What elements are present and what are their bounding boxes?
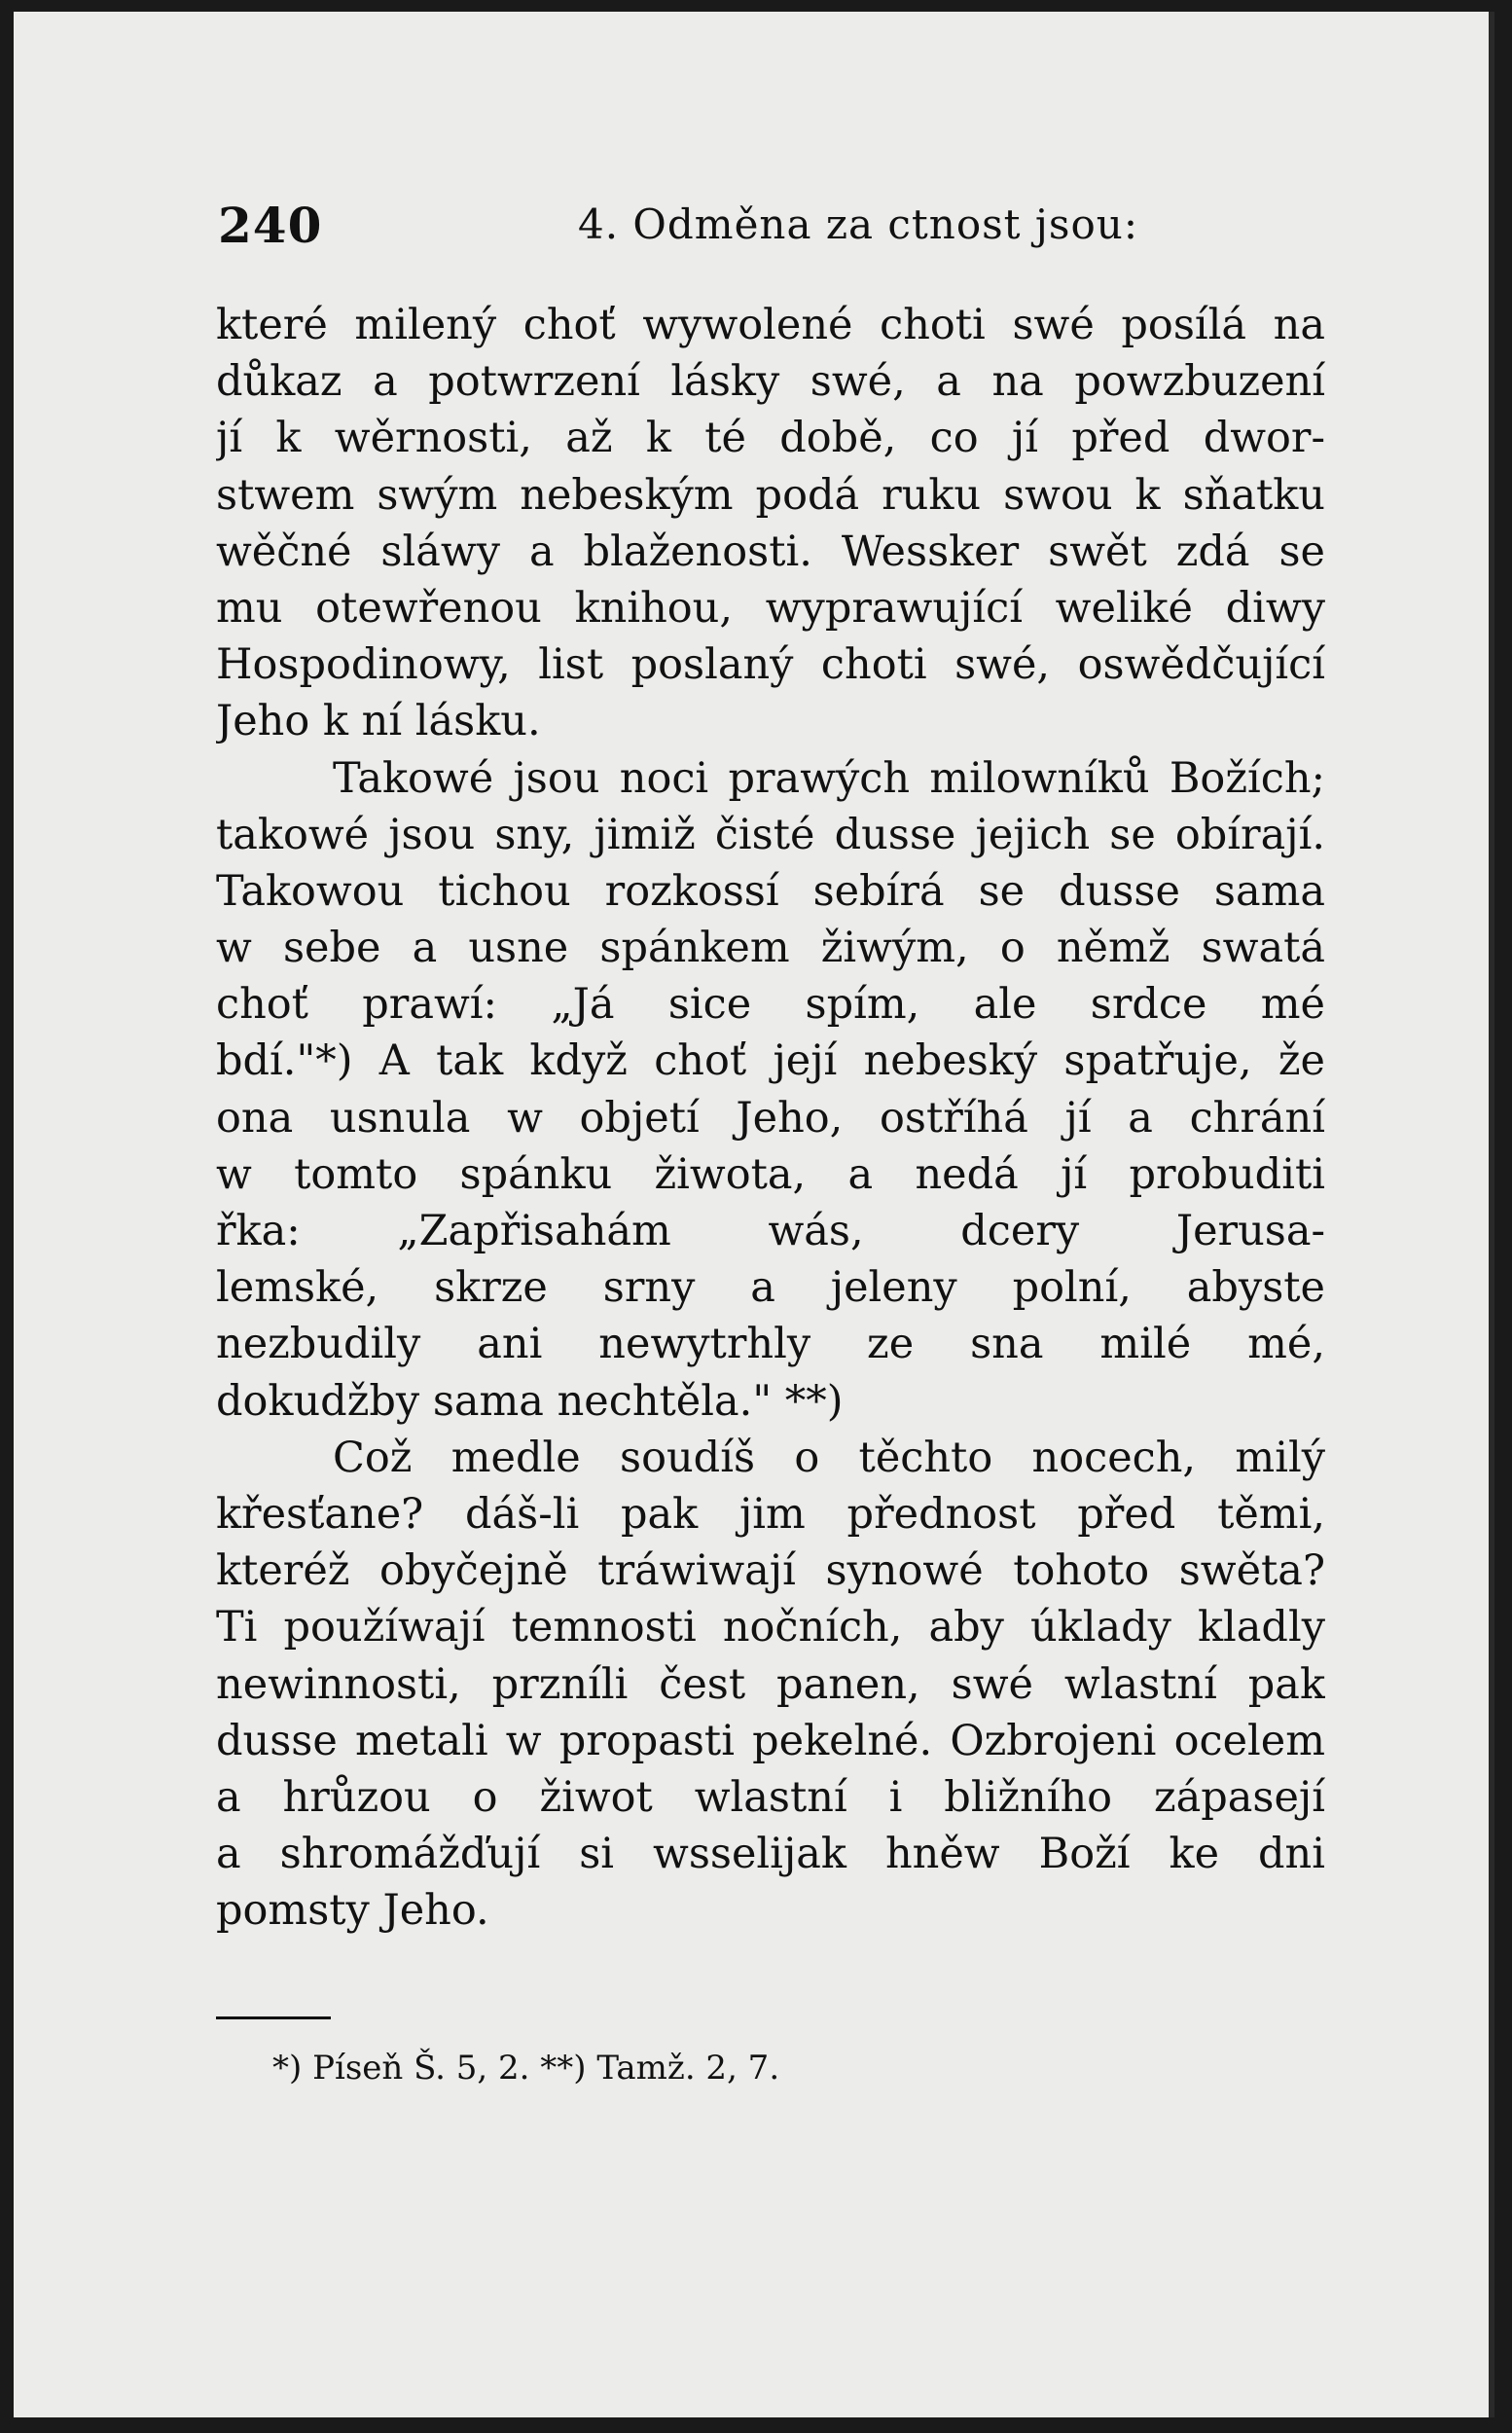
footnote-divider — [216, 2016, 331, 2019]
text-line: dusse metali w propasti pekelné. Ozbrojeni ocelem — [216, 1716, 1325, 1765]
text-line: pomsty Jeho. — [216, 1886, 489, 1936]
running-head: 4. Odměna za ctnost jsou: — [578, 200, 1138, 248]
text-line: nezbudily ani newytrhly ze sna milé mé, — [216, 1320, 1325, 1369]
text-line: které milený choť wywolené choti swé posílá na — [216, 301, 1325, 349]
page-header — [218, 197, 1337, 265]
body-text — [216, 297, 1325, 1939]
text-line: takowé jsou sny, jimiž čisté dusse jejich se obírají. — [216, 810, 1325, 859]
text-line: Takowou tichou rozkossí sebírá se dusse sama — [216, 866, 1325, 916]
text-line: a hrůzou o žiwot wlastní i bližního zápasejí — [216, 1772, 1325, 1822]
text-line: wěčné sláwy a blaženosti. Wessker swět zdá se — [216, 527, 1325, 576]
text-line: Jeho k ní lásku. — [216, 697, 541, 746]
text-line: řka: „Zapřisahám wás, dcery Jerusa- — [216, 1207, 1325, 1255]
text-line: w tomto spánku žiwota, a nedá jí probuditi — [216, 1149, 1325, 1199]
text-line: Hospodinowy, list poslaný choti swé, oswědčující — [216, 640, 1325, 690]
text-line: dokudžby sama nechtěla." **) — [216, 1376, 844, 1426]
footnote: *) Píseň Š. 5, 2. **) Tamž. 2, 7. — [272, 2049, 780, 2088]
text-line: křesťane? dáš-li pak jim přednost před těmi, — [216, 1489, 1325, 1539]
text-line: ona usnula w objetí Jeho, ostříhá jí a chrání — [216, 1093, 1325, 1143]
text-line: kteréž obyčejně tráwiwají synowé tohoto swěta? — [216, 1546, 1325, 1596]
text-line: lemské, skrze srny a jeleny polní, abyste — [216, 1263, 1325, 1313]
text-line: newinnosti, przníli čest panen, swé wlastní pak — [216, 1659, 1325, 1709]
text-line: bdí."*) A tak když choť její nebeský spatřuje, že — [216, 1036, 1325, 1086]
text-line: jí k wěrnosti, až k té době, co jí před dwor- — [216, 414, 1325, 463]
text-line: stwem swým nebeským podá ruku swou k sňatku — [216, 470, 1325, 520]
text-line: w sebe a usne spánkem žiwým, o němž swatá — [216, 924, 1325, 973]
page-number: 240 — [218, 197, 323, 254]
text-line: a shromážďují si wsselijak hněw Boží ke dni — [216, 1830, 1325, 1879]
text-line: Ti použíwají temnosti nočních, aby úklady kladly — [216, 1603, 1325, 1652]
text-line: Takowé jsou noci prawých milowníků Božích; — [333, 753, 1325, 803]
text-line: důkaz a potwrzení lásky swé, a na powzbuzení — [216, 357, 1325, 407]
text-line: choť prawí: „Já sice spím, ale srdce mé — [216, 980, 1325, 1030]
text-line: Což medle soudíš o těchto nocech, milý — [333, 1433, 1325, 1482]
text-line: mu otewřenou knihou, wyprawující weliké diwy — [216, 583, 1325, 633]
